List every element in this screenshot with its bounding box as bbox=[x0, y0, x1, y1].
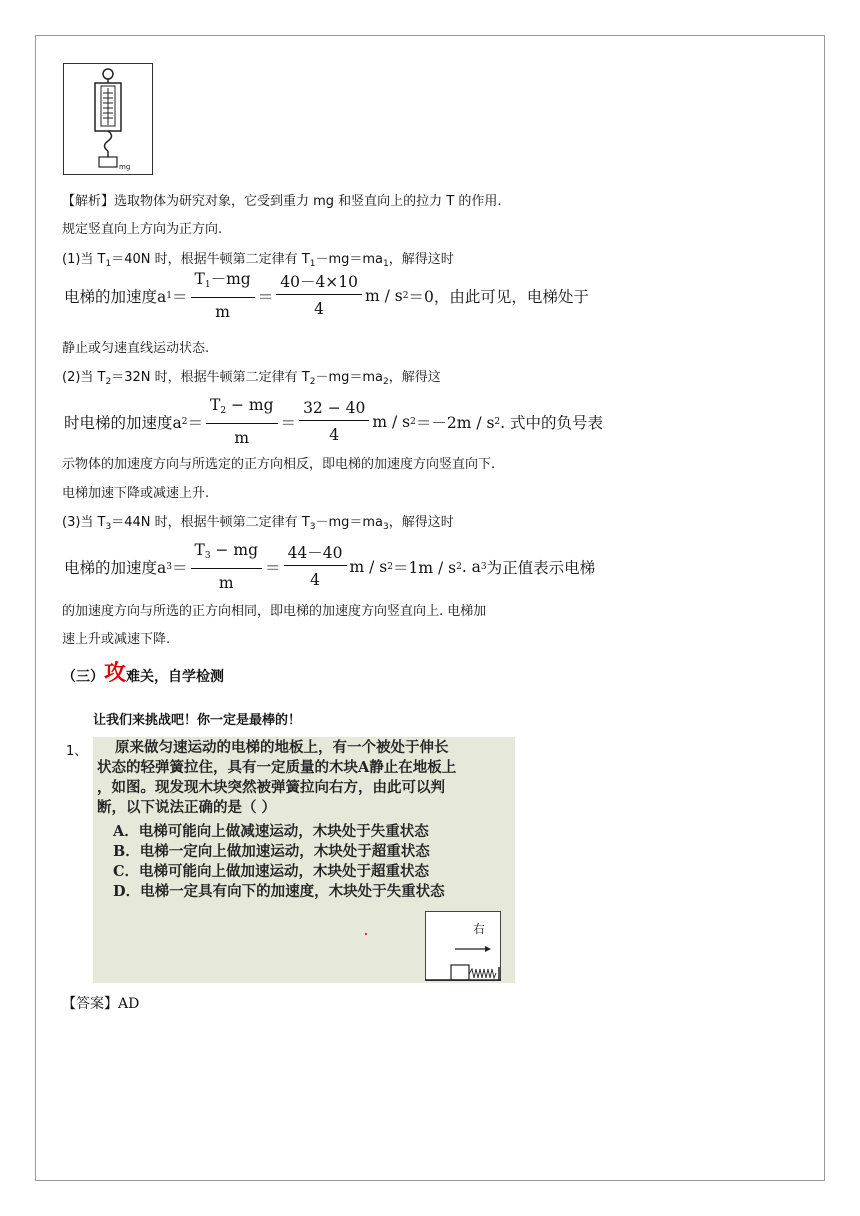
option-a: A．电梯可能向上做减速运动，木块处于失重状态 bbox=[113, 823, 429, 840]
mg-label: mg bbox=[119, 163, 131, 171]
question-line-3: ，如图。现发现木块突然被弹簧拉向右方，由此可以判 bbox=[97, 779, 445, 796]
question-number: 1、 bbox=[66, 744, 88, 759]
question-line-2: 状态的轻弹簧拉住，具有一定质量的木块A静止在地板上 bbox=[97, 759, 457, 776]
option-d: D．电梯一定具有向下的加速度，木块处于失重状态 bbox=[113, 883, 445, 900]
equation-3: 电梯的加速度a 3 ＝ $\frac{T_3 - mg}{m}$ ＝ $\frac{44-40}{4}$ m / s 2 ＝1m / s 2 . a 3 为正值表示电梯 bbox=[64, 541, 596, 592]
red-dot bbox=[365, 933, 367, 935]
equation-2: 时电梯的加速度a 2 ＝ $\frac{T_2 - mg}{m}$ ＝ $\frac{32 - 40}{4}$ m / s 2 ＝－2m / s 2 . 式中的负号表 bbox=[64, 396, 604, 447]
spring-scale-figure bbox=[63, 63, 153, 179]
option-b: B．电梯一定向上做加速运动，木块处于超重状态 bbox=[113, 843, 430, 860]
analysis-line-6: 的加速度方向与所选的正方向相同，即电梯的加速度方向竖直向上. 电梯加 bbox=[62, 604, 487, 619]
equation-1: 电梯的加速度a 1 ＝ $\frac{T_1-mg}{m}$ ＝ $\frac{40-4\times 10}{4}$ m / s 2 ＝0，由此可见，电梯处于 bbox=[64, 270, 589, 321]
challenge-line: 让我们来挑战吧！你一定是最棒的！ bbox=[93, 713, 302, 728]
question-line-4: 断，以下说法正确的是（ ） bbox=[97, 799, 277, 816]
option-c: C．电梯可能向上做加速运动，木块处于超重状态 bbox=[113, 863, 430, 880]
section-heading: （三） 攻 难关，自学检测 bbox=[62, 661, 225, 686]
analysis-line-2: 规定竖直向上方向为正方向. bbox=[62, 222, 223, 237]
analysis-part-1: (1)当 $T_1=40N$ 时，根据牛顿第二定律有 $T_1-mg=ma_1$，解得这时 bbox=[62, 252, 454, 269]
elevator-figure bbox=[425, 911, 501, 985]
analysis-line-5: 电梯加速下降或减速上升. bbox=[62, 486, 210, 501]
analysis-line-1: 【解析】选取物体为研究对象，它受到重力 mg 和竖直向上的拉力 T 的作用. bbox=[62, 194, 502, 209]
question-box bbox=[93, 737, 515, 983]
analysis-line-7: 速上升或减速下降. bbox=[62, 632, 171, 647]
analysis-part-2: (2)当 $T_2=32N$ 时，根据牛顿第二定律有 $T_2-mg=ma_2$，解得这 bbox=[62, 370, 441, 387]
section-big-char: 攻 bbox=[104, 661, 127, 686]
answer-line: 【答案】AD bbox=[62, 996, 140, 1012]
analysis-line-3: 静止或匀速直线运动状态. bbox=[62, 341, 210, 356]
analysis-line-4: 示物体的加速度方向与所选定的正方向相反，即电梯的加速度方向竖直向下. bbox=[62, 457, 496, 472]
right-label: 右 bbox=[473, 922, 486, 936]
analysis-part-3: (3)当 $T_3=44N$ 时，根据牛顿第二定律有 $T_3-mg=ma_3$，解得这时 bbox=[62, 515, 454, 532]
question-line-1: 原来做匀速运动的电梯的地板上，有一个被处于伸长 bbox=[115, 739, 449, 756]
